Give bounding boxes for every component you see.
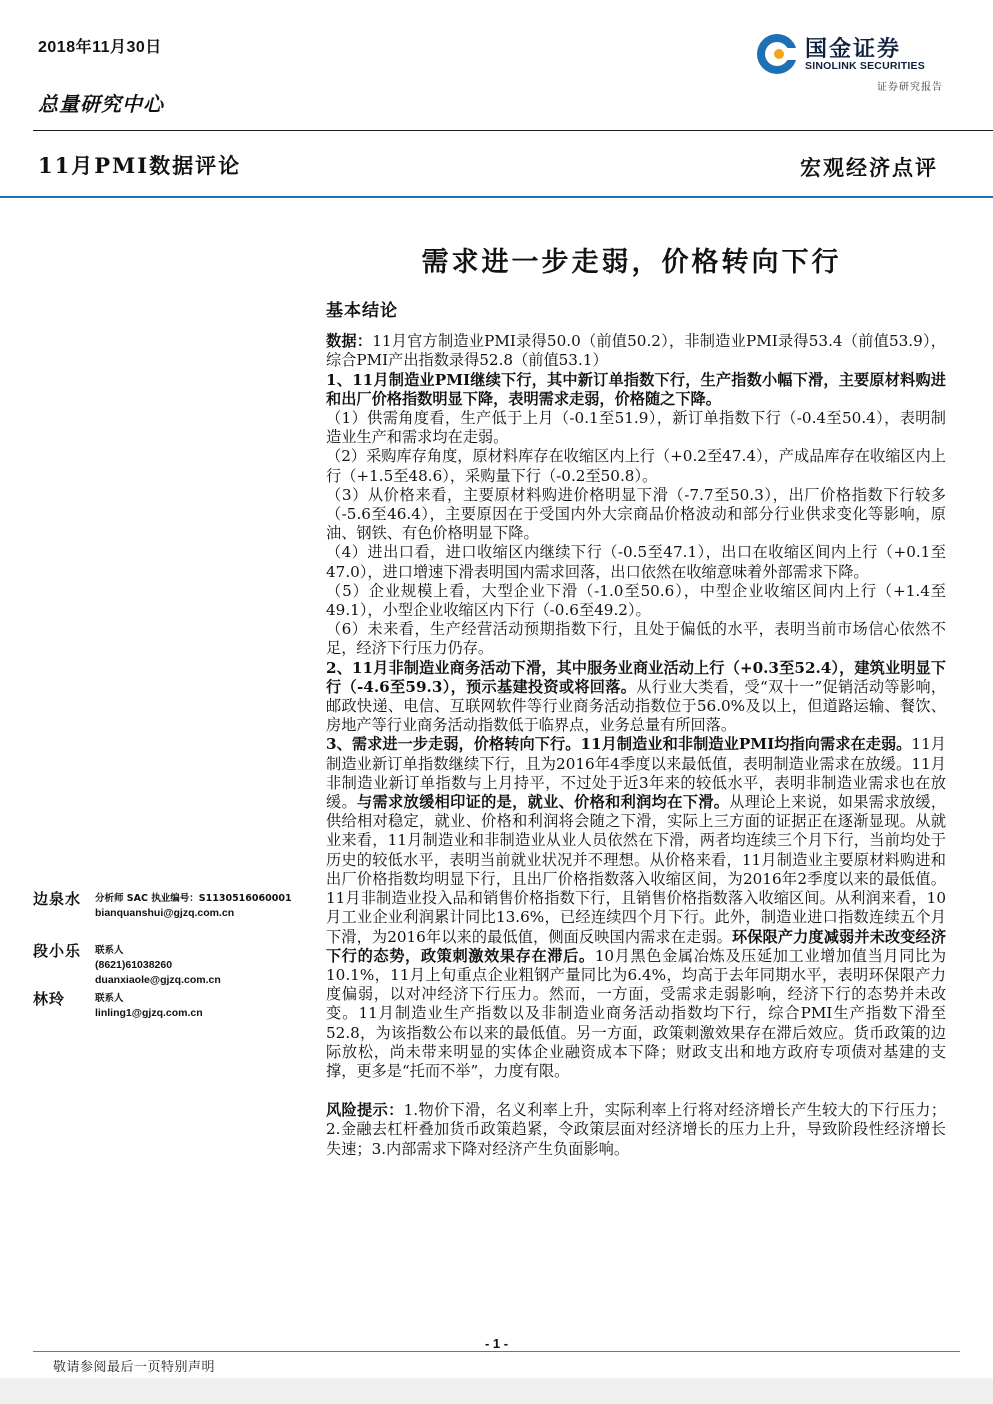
author-list — [33, 888, 313, 1040]
point-1-item-6: （6）未来看，生产经营活动预期指数下行，且处于偏低的水平，表明当前市场信心依然不足，经济下行压力仍存。 — [326, 620, 946, 658]
point-1-item-3: （3）从价格来看，主要原材料购进价格明显下滑（-7.7至50.3），出厂价格指数下行较多（-5.6至46.4），主要原因在于受国内外大宗商品价格波动和部分行业供求变化等影响，原油、钢铁、有色价格明显下降。 — [326, 485, 946, 543]
author-name: 边泉水 — [33, 890, 82, 908]
author-name: 段小乐 — [33, 942, 82, 960]
author-name: 林玲 — [33, 990, 66, 1008]
logo-subtitle: 证券研究报告 — [877, 82, 943, 93]
risk-warning — [326, 1101, 946, 1159]
page-number: - 1 - — [484, 1336, 509, 1351]
point-3-text-2: 从理论上来说，如果需求放缓，供给相对稳定，就业、价格和利润将会随之下滑，实际上三方面的证据正在逐渐显现。从就业来看，11月制造业和非制造业从业人员依然在下滑，两者均连续三个月下行，当前均处于历史的较低水平，表明当前就业状况并不理想。从价格来看，11月制造业主要原材料购进和出厂价格指数均明显下行，且出厂价格指数落入收缩区间，为2016年2季度以来的最低值。11月非制造业投入品和销售价格指数下行，且销售价格指数落入收缩区间。从利润来看，10月工业企业利润累计同比13.6%，已经连续四个月下行。此外，制造业进口指数连续五个月下滑，为2016年以来的最低值，侧面反映国内需求在走弱。 — [326, 793, 947, 946]
data-label: 数据： — [326, 332, 373, 351]
footer-divider — [33, 1351, 960, 1352]
point-1-item-5: （5）企业规模上看，大型企业下滑（-1.0至50.6），中型企业收缩区间内上行（+1.4至49.1），小型企业收缩区内下行（-0.6至49.2）。 — [326, 581, 946, 620]
point-2-bold: 2、11月非制造业商务活动下滑，其中服务业商业活动上行（+0.3至52.4），建筑业明显下行（-4.6至59.3），预示基建投资或将回落。 — [326, 658, 946, 696]
data-summary — [326, 332, 946, 370]
logo-name-en: SINOLINK SECURITIES — [805, 60, 925, 72]
author-info — [95, 943, 221, 988]
author-role: 联系人 — [95, 945, 124, 956]
company-logo — [755, 30, 955, 82]
report-date: 2018年11月30日 — [38, 39, 162, 56]
author-email[interactable]: duanxiaole@gjzq.com.cn — [95, 974, 221, 986]
data-text: 11月官方制造业PMI录得50.0（前值50.2），非制造业PMI录得53.4（前值53.9），综合PMI产出指数录得52.8（前值53.1） — [326, 332, 946, 370]
author-role: 联系人 — [95, 993, 124, 1004]
point-1-item-1: （1）供需角度看，生产低于上月（-0.1至51.9），新订单指数下行（-0.4至50.4），表明制造业生产和需求均在走弱。 — [326, 409, 946, 447]
point-1-heading — [326, 371, 946, 409]
author-entry — [33, 988, 313, 1040]
risk-label: 风险提示： — [326, 1101, 404, 1120]
point-3 — [326, 735, 946, 1081]
author-role: 分析师 SAC 执业编号：S1130516060001 — [95, 893, 292, 904]
author-info — [95, 891, 292, 921]
author-entry — [33, 888, 313, 940]
point-3-text-1: 11月制造业新订单指数继续下行，且为2016年4季度以来最低值，表明制造业需求在放缓。11月非制造业新订单指数与上月持平，不过处于近3年来的较低水平，表明非制造业需求也在放缓。 — [326, 735, 946, 812]
point-3-text-3: 10月黑色金属冶炼及压延加工业增加值当月同比为10.1%，11月上旬重点企业粗钢产量同比为6.4%，均高于去年同期水平，表明环保限产力度偏弱，以对冲经济下行压力。然而，一方面，受需求走弱影响，经济下行的态势并未改变。11月制造业生产指数以及非制造业商务活动指数均下行，综合PMI生产指数下滑至52.8，为该指数公布以来的最低值。另一方面，政策刺激效果存在滞后效应。货币政策的边际放松，尚未带来明显的实体企业融资成本下降；财政支出和地方政府专项债对基建的支撑，更多是“托而不举”，力度有限。 — [326, 946, 947, 1080]
point-3-bold-3: 环保限产力度减弱并未改变经济下行的态势，政策刺激效果存在滞后。 — [326, 927, 947, 965]
point-1-item-4: （4）进出口看，进口收缩区内继续下行（-0.5至47.1），出口在收缩区间内上行（+0.1至47.0），进口增速下滑表明国内需求回落，出口依然在收缩意味着外部需求下降。 — [326, 543, 946, 581]
footer-disclaimer: 敬请参阅最后一页特别声明 — [53, 1360, 216, 1375]
author-email[interactable]: linling1@gjzq.com.cn — [95, 1007, 203, 1019]
report-headline: 需求进一步走弱，价格转向下行 — [421, 247, 842, 278]
risk-text: 1.物价下滑，名义利率上升，实际利率上行将对经济增长产生较大的下行压力；2.金融去杠杆叠加货币政策趋紧，令政策层面对经济增长的压力上升，导致阶段性经济增长失速；3.内部需求下降对经济产生负面影响。 — [326, 1101, 947, 1158]
author-info — [95, 991, 203, 1021]
author-entry — [33, 940, 313, 988]
point-3-bold: 3、需求进一步走弱，价格转向下行。11月制造业和非制造业PMI均指向需求在走弱。 — [326, 735, 912, 754]
footer-band — [0, 1378, 993, 1404]
header-divider — [33, 130, 993, 131]
report-type: 宏观经济点评 — [800, 155, 938, 180]
logo-name-cn: 国金证券 — [805, 37, 902, 62]
author-phone: (8621)61038260 — [95, 959, 173, 971]
author-email[interactable]: bianquanshui@gjzq.com.cn — [95, 907, 235, 919]
report-title: 11月PMI数据评论 — [38, 153, 242, 178]
header-accent-rule — [0, 196, 993, 198]
main-content — [326, 302, 946, 1159]
point-2 — [326, 659, 946, 736]
department-name: 总量研究中心 — [38, 92, 164, 116]
point-2-text: 从行业大类看，受“双十一”促销活动等影响，邮政快递、电信、互联网软件等行业商务活动指数位于56.0%及以上，但道路运输、餐饮、房地产等行业商务活动指数低于临界点，业务总量有所回落。 — [326, 677, 947, 735]
sinolink-logo-icon — [755, 32, 799, 76]
point-1-bold: 1、11月制造业PMI继续下行，其中新订单指数下行，生产指数小幅下滑，主要原材料购进和出厂价格指数明显下降，表明需求走弱，价格随之下降。 — [326, 370, 946, 408]
point-1-item-2: （2）采购库存角度，原材料库存在收缩区内上行（+0.2至47.4），产成品库存在收缩区内上行（+1.5至48.6），采购量下行（-0.2至50.8）。 — [326, 447, 946, 485]
section-title: 基本结论 — [326, 301, 398, 321]
point-3-bold-2: 与需求放缓相印证的是，就业、价格和利润均在下滑。 — [357, 793, 730, 812]
